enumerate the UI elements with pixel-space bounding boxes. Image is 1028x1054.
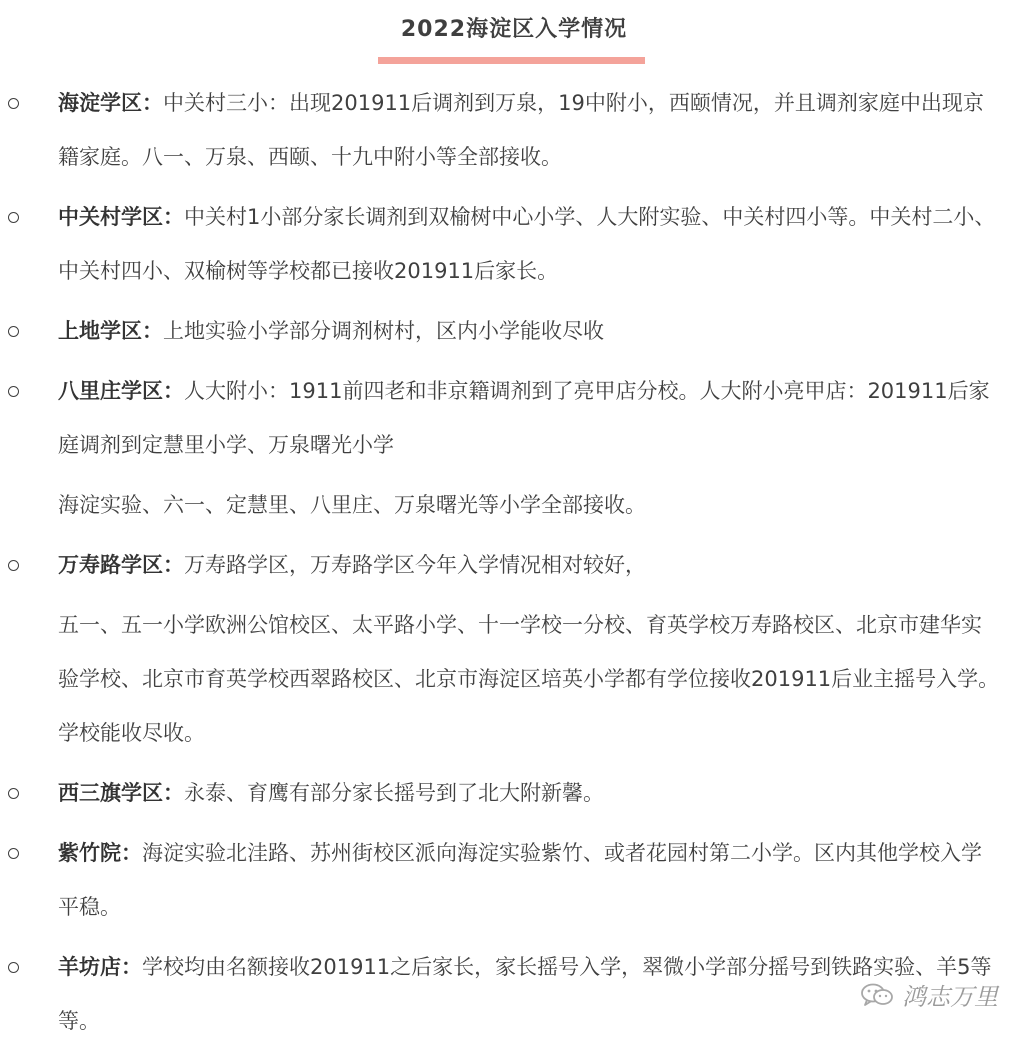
- page-title: 2022海淀区入学情况: [400, 17, 628, 42]
- item-text: 人大附小：1911前四老和非京籍调剂到了亮甲店分校。人大附小亮甲店：201911后家庭调剂到定慧里小学、万泉曙光小学: [58, 379, 990, 457]
- item-label: 上地学区：: [58, 319, 163, 343]
- list-item-wanshoulu: [0, 538, 1028, 592]
- title-container: [0, 8, 1028, 52]
- item-label: 中关村学区：: [58, 205, 184, 229]
- wechat-icon: [860, 982, 894, 1008]
- watermark-text: 鸿志万里: [902, 983, 998, 1011]
- item-extra-wanshoulu: 五一、五一小学欧洲公馆校区、太平路小学、十一学校一分校、育英学校万寿路校区、北京市建华实验学校、北京市育英学校西翠路校区、北京市海淀区培英小学都有学位接收201911后业主摇号入学。学校能收尽收。: [58, 613, 1000, 745]
- list-item-zhongguancun: [0, 190, 1028, 298]
- item-label: 紫竹院：: [58, 841, 142, 865]
- item-label: 万寿路学区：: [58, 553, 184, 577]
- list-item-balizhuang: [0, 364, 1028, 472]
- bullet-icon: [8, 962, 19, 973]
- item-label: 羊坊店：: [58, 955, 142, 979]
- bullet-icon: [8, 326, 19, 337]
- item-label: 西三旗学区：: [58, 781, 184, 805]
- list-item-xisanqi: [0, 766, 1028, 820]
- list-item-haidian: [0, 76, 1028, 184]
- bullet-icon: [8, 386, 19, 397]
- bullet-icon: [8, 212, 19, 223]
- bullet-icon: [8, 98, 19, 109]
- list-item-shangdi: [0, 304, 1028, 358]
- item-text: 中关村三小：出现201911后调剂到万泉，19中附小，西颐情况，并且调剂家庭中出现京籍家庭。八一、万泉、西颐、十九中附小等全部接收。: [58, 91, 984, 169]
- item-extra-balizhuang: 海淀实验、六一、定慧里、八里庄、万泉曙光等小学全部接收。: [58, 493, 646, 517]
- item-text: 海淀实验北洼路、苏州街校区派向海淀实验紫竹、或者花园村第二小学。区内其他学校入学平稳。: [58, 841, 982, 919]
- title-underline: [378, 57, 645, 64]
- bullet-icon: [8, 788, 19, 799]
- item-label: 八里庄学区：: [58, 379, 184, 403]
- list-item-zizhuyuan: [0, 826, 1028, 934]
- watermark: [860, 977, 998, 1012]
- item-text: 万寿路学区，万寿路学区今年入学情况相对较好，: [184, 553, 646, 577]
- district-list: [0, 76, 1028, 1054]
- item-text: 上地实验小学部分调剂树村，区内小学能收尽收: [163, 319, 604, 343]
- item-text: 中关村1小部分家长调剂到双榆树中心小学、人大附实验、中关村四小等。中关村二小、中关村四小、双榆树等学校都已接收201911后家长。: [58, 205, 996, 283]
- item-label: 海淀学区：: [58, 91, 163, 115]
- bullet-icon: [8, 560, 19, 571]
- bullet-icon: [8, 848, 19, 859]
- item-text: 永泰、育鹰有部分家长摇号到了北大附新馨。: [184, 781, 604, 805]
- item-text: 学校均由名额接收201911之后家长，家长摇号入学，翠微小学部分摇号到铁路实验、羊5等等。: [58, 955, 992, 1033]
